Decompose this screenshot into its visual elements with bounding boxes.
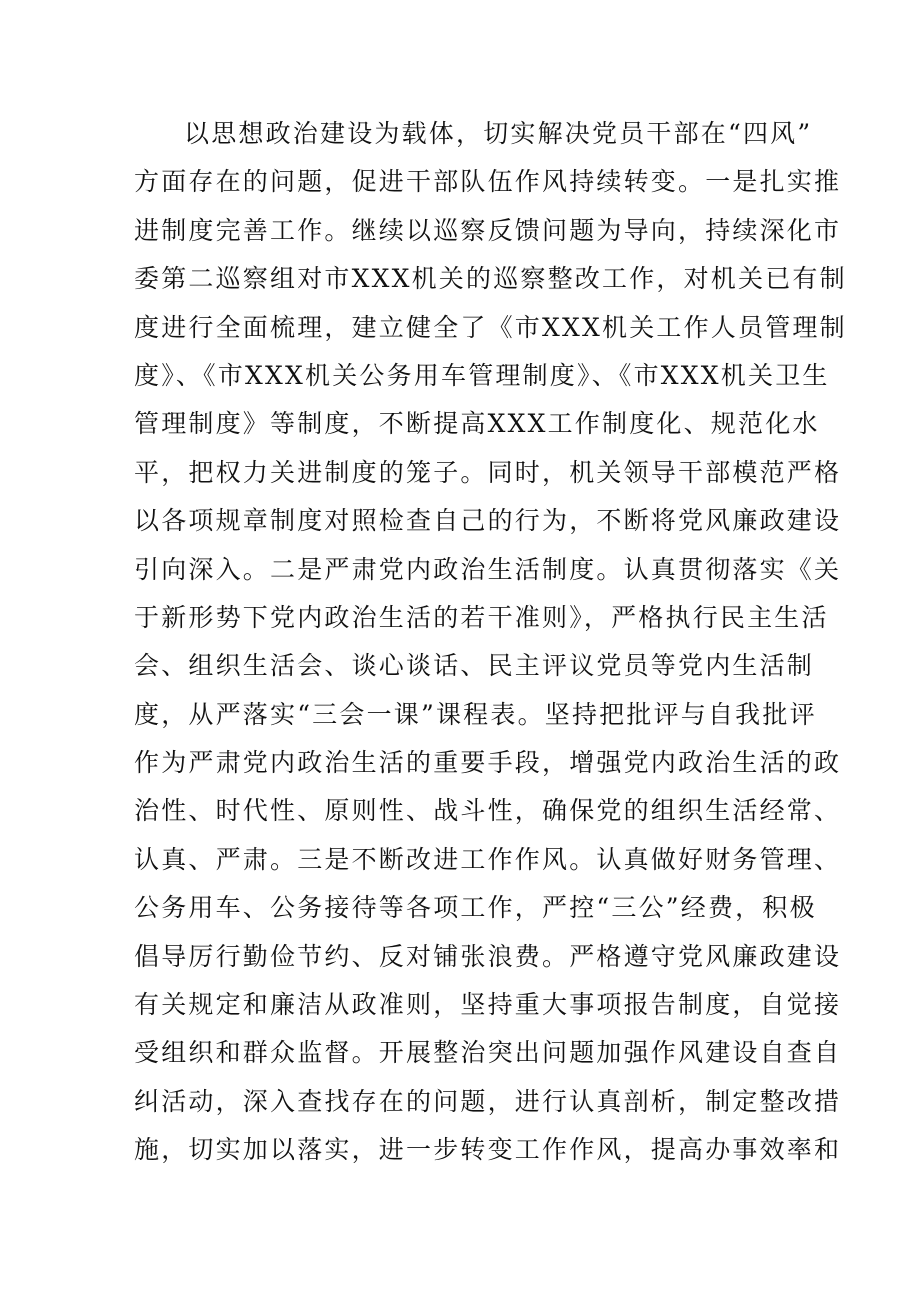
text-line: 施，切实加以落实，进一步转变工作作风，提高办事效率和	[134, 1135, 842, 1165]
text-line: 度》、《市XXX机关公务用车管理制度》、《市XXX机关卫生	[134, 360, 830, 390]
text-line: 公务用车、公务接待等各项工作，严控“三公”经费，积极	[134, 893, 817, 923]
text-line: 度，从严落实“三会一课”课程表。坚持把批评与自我批评	[134, 699, 817, 729]
text-line: 度进行全面梳理，建立健全了《市XXX机关工作人员管理制	[134, 312, 847, 342]
text-line: 引向深入。二是严肃党内政治生活制度。认真贯彻落实《关	[134, 554, 842, 584]
text-line: 委第二巡察组对市XXX机关的巡察整改工作，对机关已有制	[134, 264, 847, 294]
text-line: 认真、严肃。三是不断改进工作作风。认真做好财务管理、	[134, 844, 842, 874]
body-paragraph	[134, 110, 847, 1175]
text-line: 受组织和群众监督。开展整治突出问题加强作风建设自查自	[134, 1038, 842, 1068]
text-line: 作为严肃党内政治生活的重要手段，增强党内政治生活的政	[134, 748, 842, 778]
text-line: 平，把权力关进制度的笼子。同时，机关领导干部模范严格	[134, 457, 842, 487]
text-line: 以思想政治建设为载体，切实解决党员干部在“四风”	[184, 119, 813, 148]
text-line: 纠活动，深入查找存在的问题，进行认真剖析，制定整改措	[134, 1086, 842, 1116]
text-line: 进制度完善工作。继续以巡察反馈问题为导向，持续深化市	[134, 215, 842, 245]
text-line: 会、组织生活会、谈心谈话、民主评议党员等党内生活制	[134, 651, 815, 681]
text-line: 方面存在的问题，促进干部队伍作风持续转变。一是扎实推	[134, 167, 842, 197]
text-line: 以各项规章制度对照检查自己的行为，不断将党风廉政建设	[134, 506, 842, 536]
text-line: 管理制度》等制度，不断提高XXX工作制度化、规范化水	[134, 409, 820, 439]
text-line: 治性、时代性、原则性、战斗性，确保党的组织生活经常、	[134, 796, 842, 826]
text-line: 倡导厉行勤俭节约、反对铺张浪费。严格遵守党风廉政建设	[134, 941, 842, 971]
text-line: 于新形势下党内政治生活的若干准则》，严格执行民主生活	[134, 602, 829, 632]
text-line: 有关规定和廉洁从政准则，坚持重大事项报告制度，自觉接	[134, 990, 842, 1020]
